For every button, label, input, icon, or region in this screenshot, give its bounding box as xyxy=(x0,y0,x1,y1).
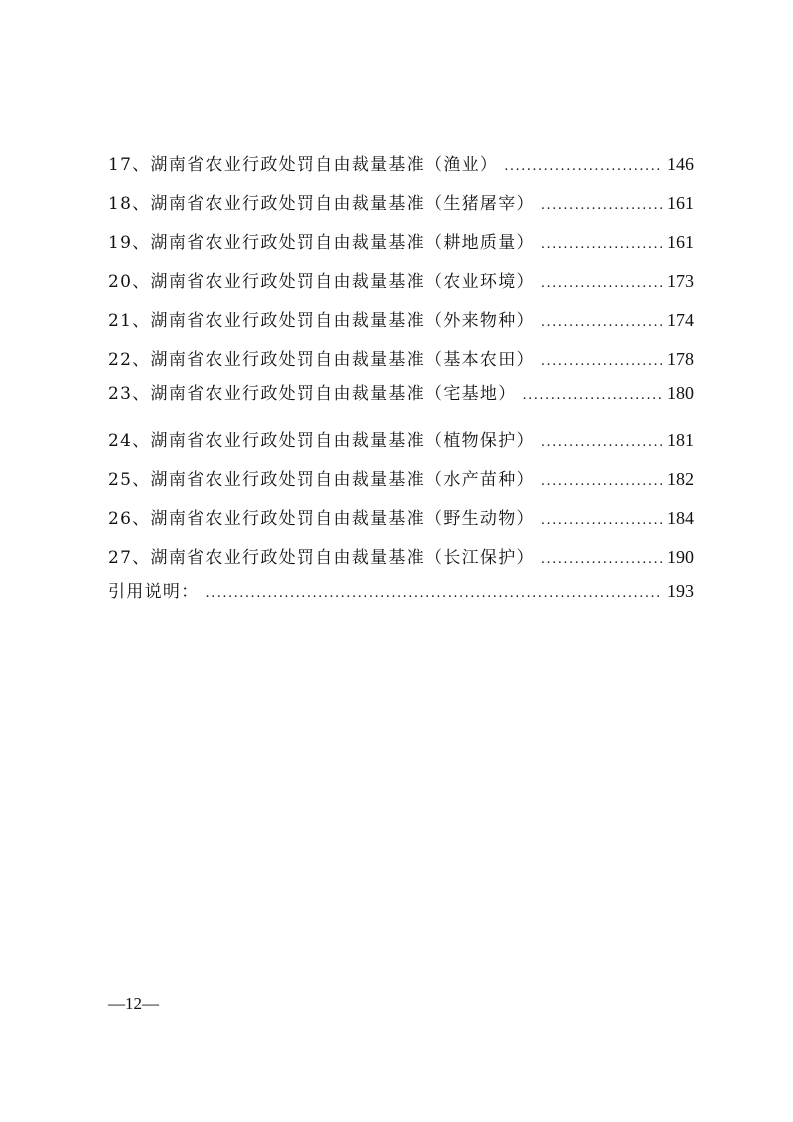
dot-leader xyxy=(541,508,663,534)
toc-entry[interactable] xyxy=(108,578,694,604)
toc-entry[interactable] xyxy=(108,544,694,570)
dot-leader xyxy=(541,430,663,456)
toc-entry-page: 193 xyxy=(667,581,694,601)
toc-entry-title: 25、湖南省农业行政处罚自由裁量基准（水产苗种） xyxy=(108,470,535,490)
toc-entry-title: 20、湖南省农业行政处罚自由裁量基准（农业环境） xyxy=(108,272,535,292)
dot-leader xyxy=(541,349,663,375)
toc-entry[interactable] xyxy=(108,466,694,492)
toc-entry[interactable] xyxy=(108,307,694,333)
toc-entry-title: 27、湖南省农业行政处罚自由裁量基准（长江保护） xyxy=(108,548,535,568)
toc-entry-title: 24、湖南省农业行政处罚自由裁量基准（植物保护） xyxy=(108,431,535,451)
toc-entry[interactable] xyxy=(108,427,694,453)
page-number: —12— xyxy=(108,994,159,1013)
toc-entry-page: 146 xyxy=(667,154,694,174)
toc-entry-page: 178 xyxy=(667,349,694,369)
toc-entry[interactable] xyxy=(108,380,694,406)
toc-entry[interactable] xyxy=(108,505,694,531)
toc-entry-title: 引用说明： xyxy=(108,582,200,602)
toc-entry-page: 173 xyxy=(667,271,694,291)
toc-entry-page: 181 xyxy=(667,430,694,450)
toc-entry[interactable] xyxy=(108,346,694,372)
toc-entry-page: 161 xyxy=(667,193,694,213)
toc-entry[interactable] xyxy=(108,151,694,177)
toc-entry-page: 161 xyxy=(667,232,694,252)
dot-leader xyxy=(541,469,663,495)
toc-entry-page: 180 xyxy=(667,383,694,403)
dot-leader xyxy=(206,581,664,607)
dot-leader xyxy=(541,232,663,258)
toc-entry-page: 184 xyxy=(667,508,694,528)
dot-leader xyxy=(541,310,663,336)
dot-leader xyxy=(541,547,663,573)
toc-entry-title: 17、湖南省农业行政处罚自由裁量基准（渔业） xyxy=(108,155,499,175)
dot-leader xyxy=(523,383,663,409)
toc-entry[interactable] xyxy=(108,229,694,255)
toc-entry-page: 174 xyxy=(667,310,694,330)
toc-entry-title: 22、湖南省农业行政处罚自由裁量基准（基本农田） xyxy=(108,350,535,370)
toc-entry-title: 19、湖南省农业行政处罚自由裁量基准（耕地质量） xyxy=(108,233,535,253)
toc-entry-title: 18、湖南省农业行政处罚自由裁量基准（生猪屠宰） xyxy=(108,194,535,214)
dot-leader xyxy=(504,154,663,180)
toc-entry-title: 26、湖南省农业行政处罚自由裁量基准（野生动物） xyxy=(108,509,535,529)
toc-entry-title: 21、湖南省农业行政处罚自由裁量基准（外来物种） xyxy=(108,311,535,331)
toc-entry-page: 190 xyxy=(667,547,694,567)
toc-entry-title: 23、湖南省农业行政处罚自由裁量基准（宅基地） xyxy=(108,384,517,404)
toc-entry[interactable] xyxy=(108,190,694,216)
toc-entry-page: 182 xyxy=(667,469,694,489)
dot-leader xyxy=(541,271,663,297)
dot-leader xyxy=(541,193,663,219)
toc-entry[interactable] xyxy=(108,268,694,294)
